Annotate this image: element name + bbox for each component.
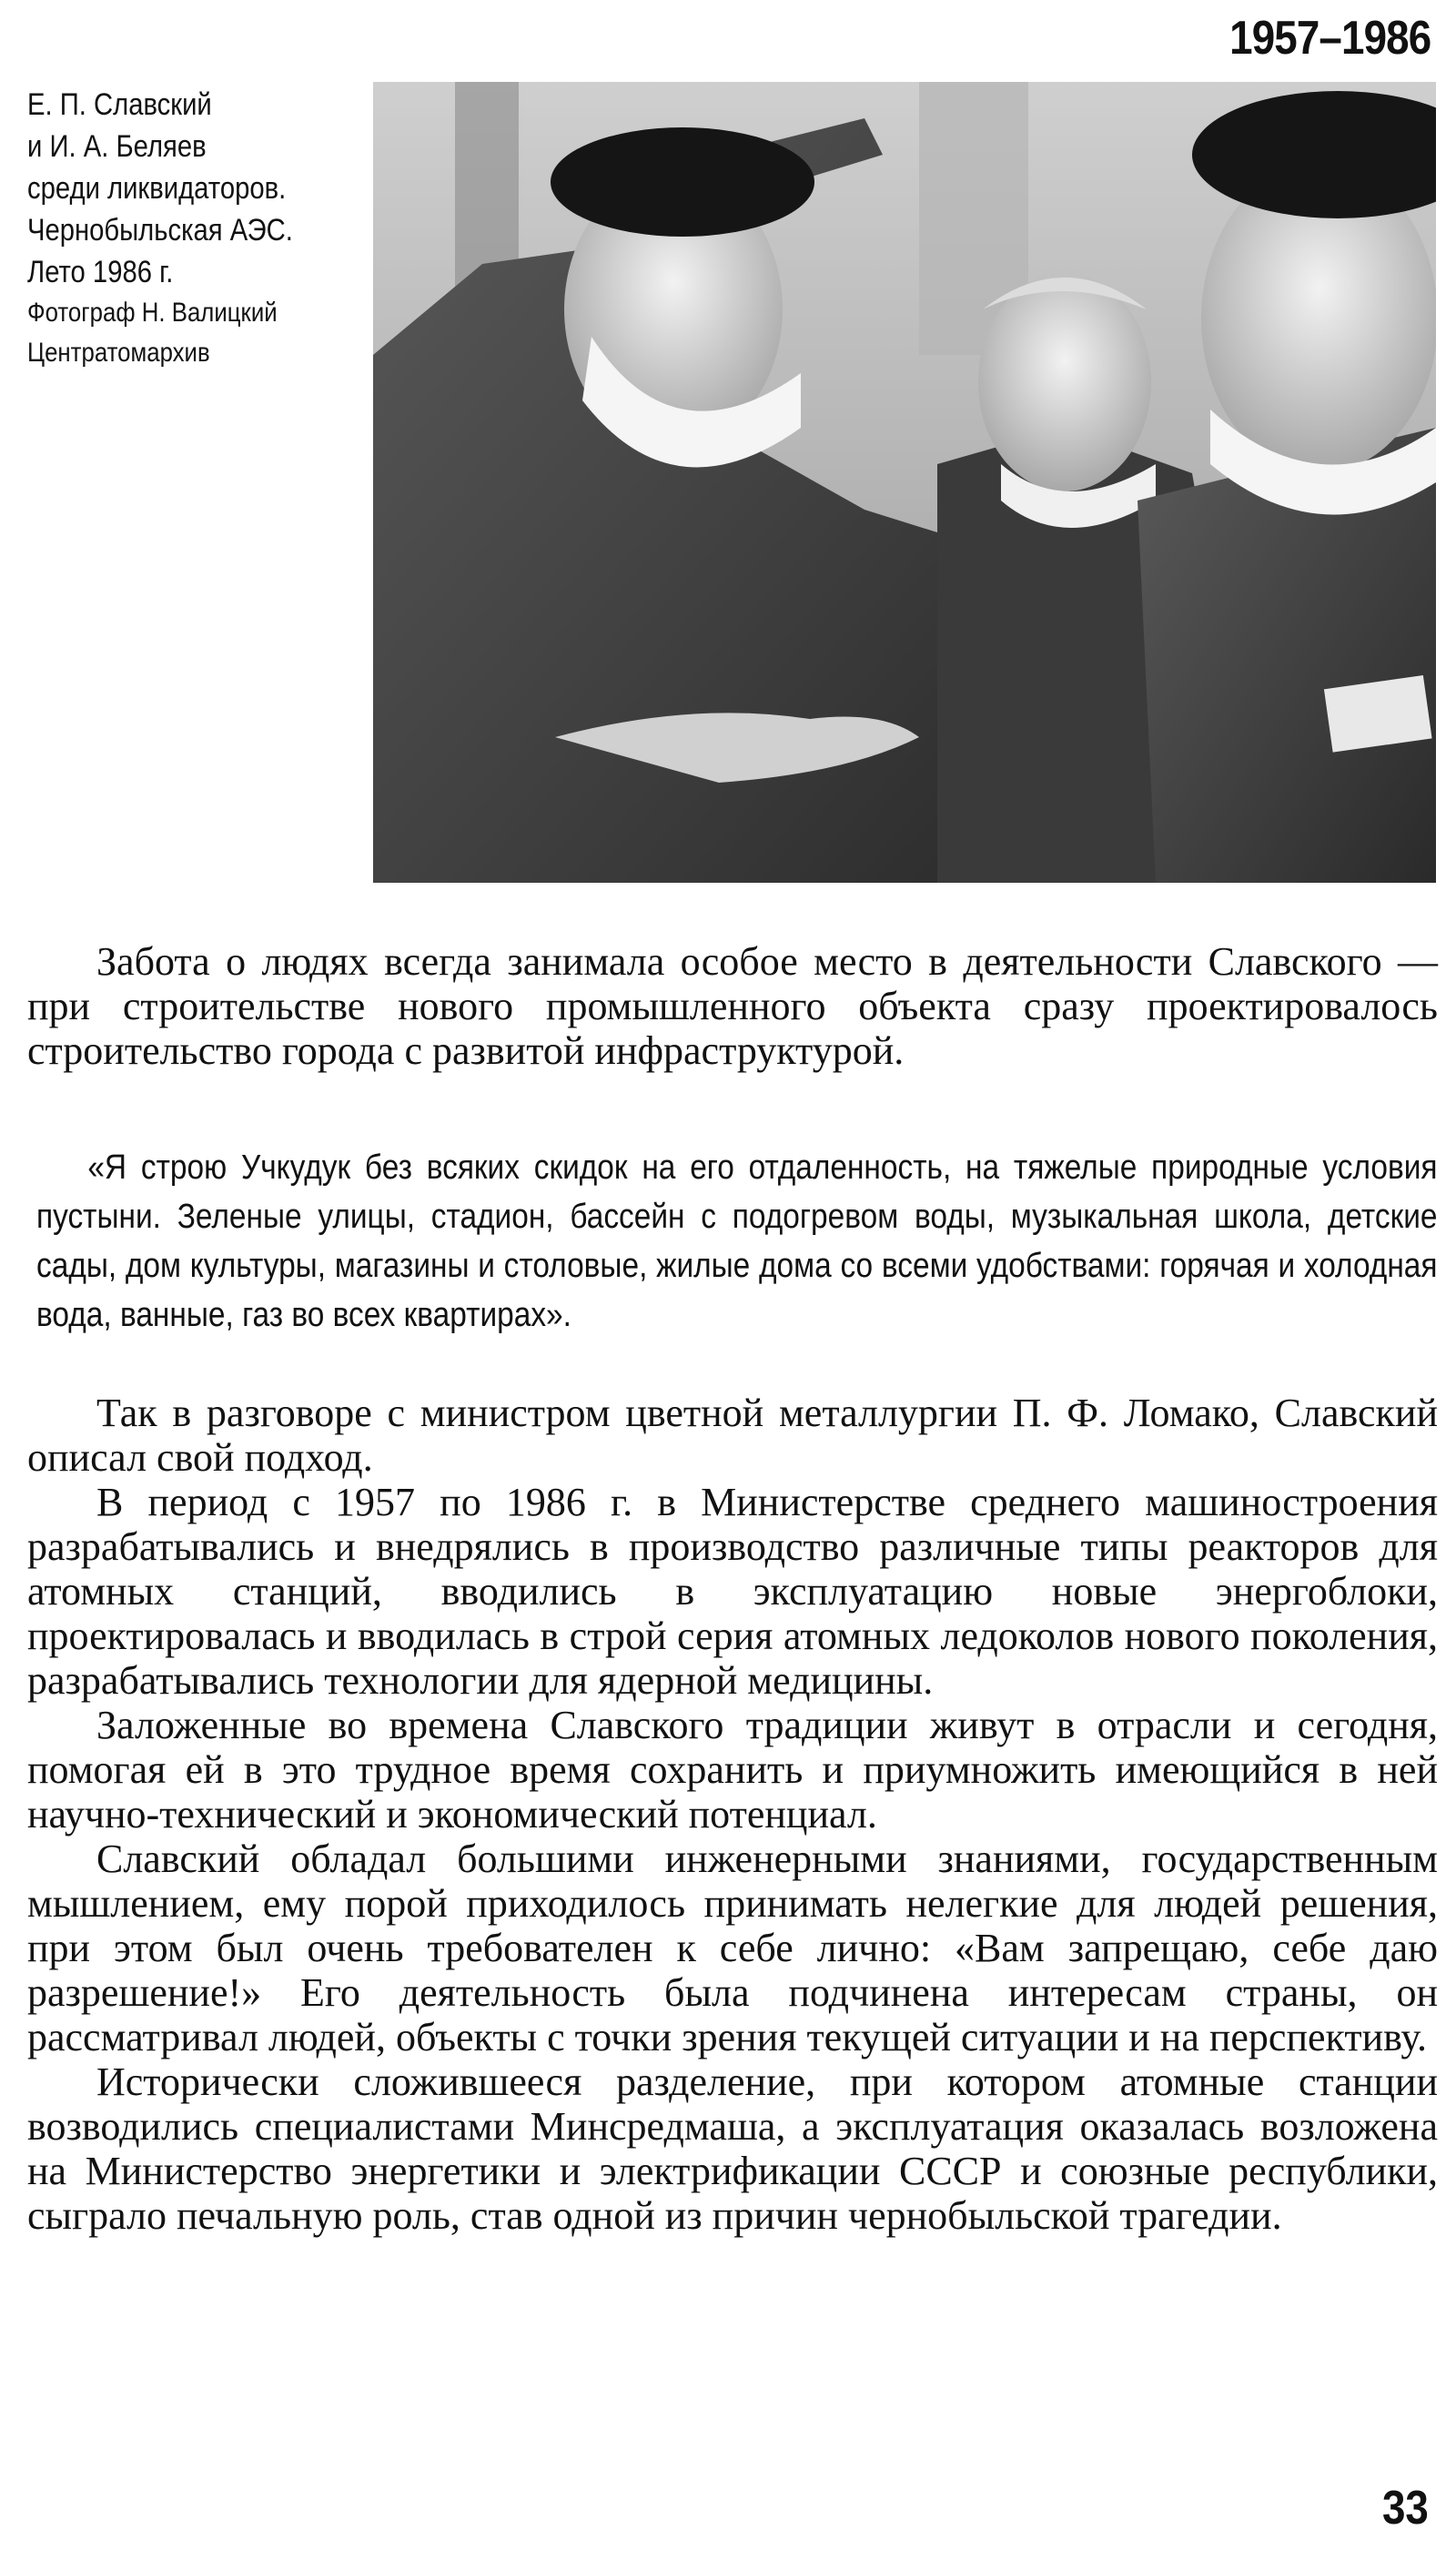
caption-credit-line: Центратомархив <box>27 338 210 368</box>
photo-caption <box>27 84 309 373</box>
caption-line: среди ликвидаторов. <box>27 171 287 206</box>
quote-text: «Я строю Учкудук без всяких скидок на его отдаленность, на тяжелые природные условия пустыни. Зеленые улицы, стадион, бассейн с подогревом воды, музыкальная школа, детские сады, дом культуры, магазины и столовые, жилые дома со всеми удобствами: горячая и холодная вода, ванные, газ во всех квартирах». <box>36 1149 1438 1334</box>
photo-of-three-men-in-berets-icon <box>373 82 1436 883</box>
photo <box>373 82 1436 883</box>
caption-line: Лето 1986 г. <box>27 255 174 289</box>
caption-credit-line: Фотограф Н. Валицкий <box>27 298 278 328</box>
quote-block <box>36 1143 1438 1340</box>
body-text <box>27 1391 1438 2238</box>
paragraph: Славский обладал большими инженерными знаниями, государственным мышлением, ему порой приходилось принимать нелегкие для людей решения, при этом был очень требователен к себе лично: «Вам запрещаю, себе даю разрешение!» Его деятельность была подчинена интересам страны, он рассматривал людей, объекты с точки зрения текущей ситуации и на перспективу. <box>27 1837 1438 2059</box>
caption-line: и И. А. Беляев <box>27 129 207 164</box>
page-number: 33 <box>1382 2482 1429 2535</box>
paragraph: В период с 1957 по 1986 г. в Министерстве среднего машиностроения разрабатывались и внедрялись в производство различные типы реакторов для атомных станций, вводились в эксплуатацию новые энергоблоки, проектировалась и вводилась в строй серия атомных ледоколов нового поколения, разрабатывались технологии для ядерной медицины. <box>27 1480 1438 1703</box>
paragraph: Так в разговоре с министром цветной металлургии П. Ф. Ломако, Славский описал свой подход. <box>27 1391 1438 1480</box>
intro-paragraph <box>27 939 1438 1073</box>
paragraph: Заложенные во времена Славского традиции живут в отрасли и сегодня, помогая ей в это трудное время сохранить и приумножить имеющийся в ней научно-технический и экономический потенциал. <box>27 1703 1438 1837</box>
paragraph: Забота о людях всегда занимала особое место в деятельности Славского — при строительстве нового промышленного объекта сразу проектировалось строительство города с развитой инфраструктурой. <box>27 939 1438 1073</box>
caption-line: Чернобыльская АЭС. <box>27 213 293 248</box>
running-header-years: 1957–1986 <box>1228 12 1431 65</box>
caption-line: Е. П. Славский <box>27 87 212 122</box>
paragraph: Исторически сложившееся разделение, при котором атомные станции возводились специалистами Минсредмаша, а эксплуатация оказалась возложена на Министерство энергетики и электрификации СССР и союзные республики, сыграло печальную роль, став одной из причин чернобыльской трагедии. <box>27 2059 1438 2238</box>
